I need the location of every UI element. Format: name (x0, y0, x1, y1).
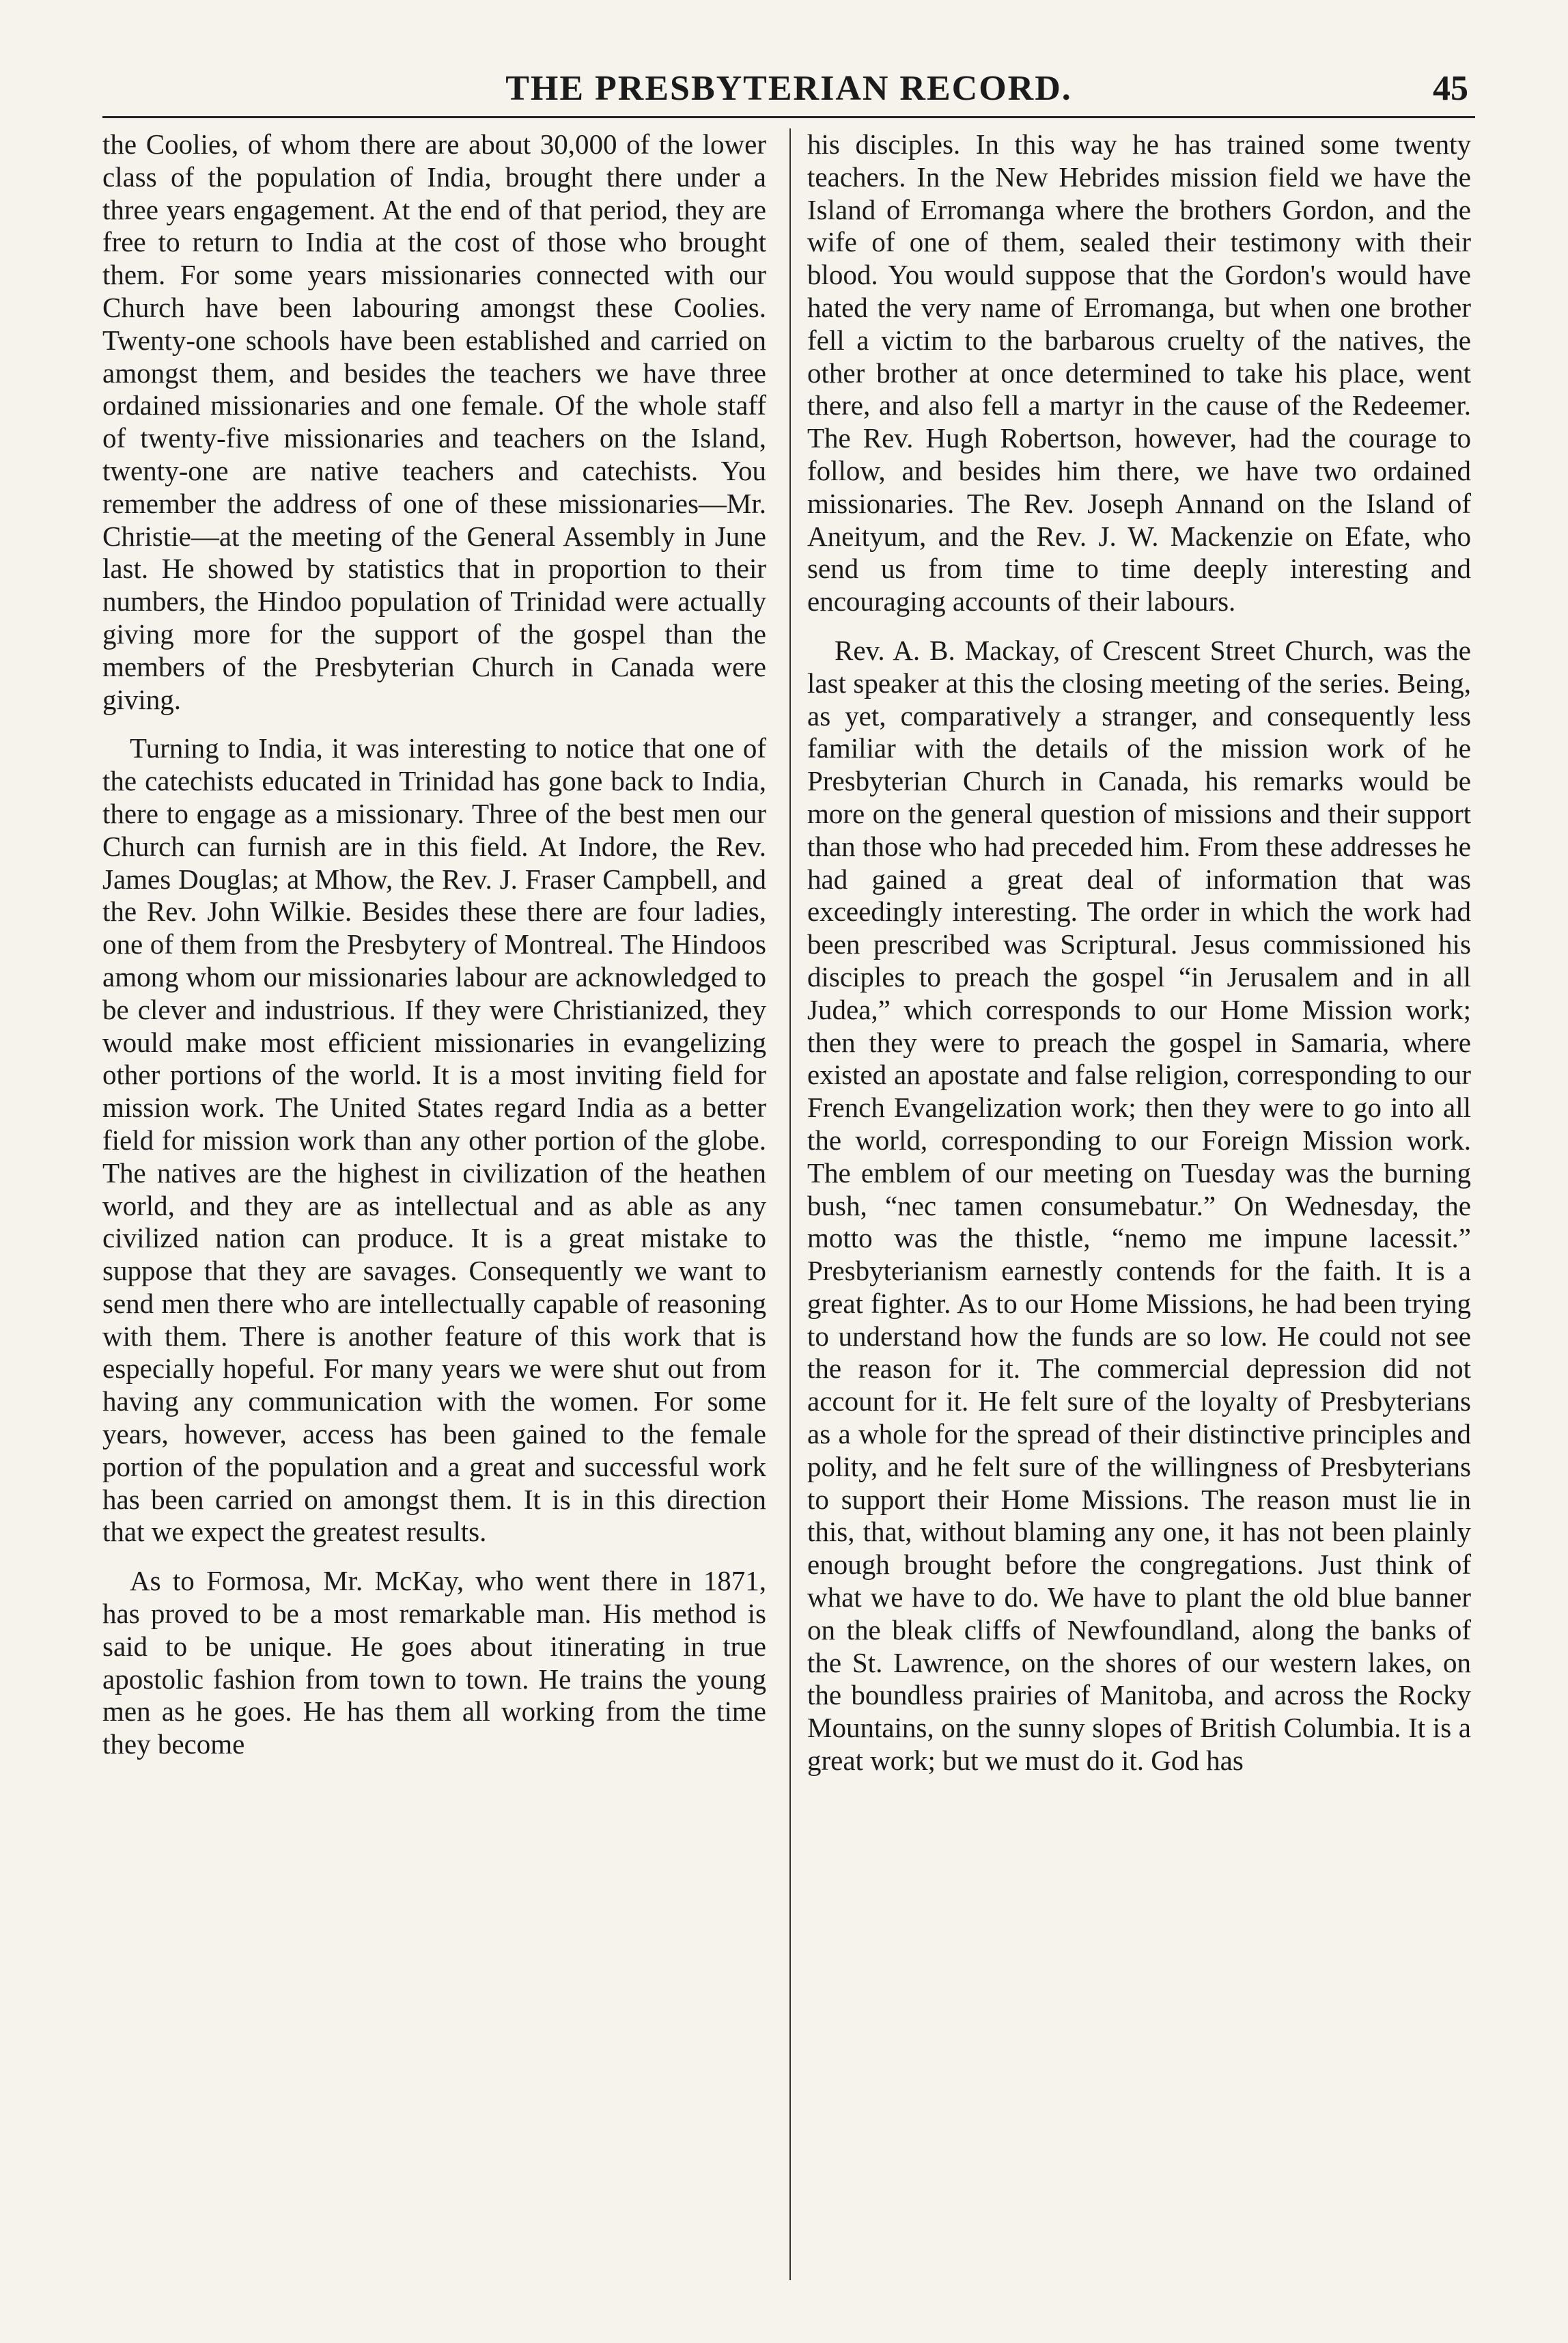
right-column (807, 128, 1471, 1777)
paragraph: the Coolies, of whom there are about 30,000 of the lower class of the population of India, brought there under a three years engagement. At the end of that period, they are free to return to India at the cost of those who brought them. For some years missionaries connected with our Church have been labouring amongst these Coolies. Twenty-one schools have been established and carried on amongst them, and besides the teachers we have three ordained missionaries and one female. Of the whole staff of twenty-five missionaries and teachers on the Island, twenty-one are native teachers and catechists. You remember the address of one of these missionaries—Mr. Christie—at the meeting of the General Assembly in June last. He showed by statistics that in proportion to their numbers, the Hindoo population of Trinidad were actually giving more for the support of the gospel than the members of the Presbyterian Church in Canada were giving. (102, 128, 766, 715)
page-number: 45 (1433, 69, 1468, 108)
page-header (102, 68, 1475, 118)
page (102, 68, 1475, 2282)
paragraph: his disciples. In this way he has trained some twenty teachers. In the New Hebrides mission field we have the Island of Erromanga where the brothers Gordon, and the wife of one of them, sealed their testimony with their blood. You would suppose that the Gordon's would have hated the very name of Erromanga, but when one brother fell a victim to the barbarous cruelty of the natives, the other brother at once determined to take his place, went there, and also fell a martyr in the cause of the Redeemer. The Rev. Hugh Robertson, however, had the courage to follow, and besides him there, we have two ordained missionaries. The Rev. Joseph Annand on the Island of Aneityum, and the Rev. J. W. Mackenzie on Efate, who send us from time to time deeply interesting and encouraging accounts of their labours. (807, 128, 1471, 618)
page-title: THE PRESBYTERIAN RECORD. (505, 69, 1072, 108)
left-column (102, 128, 766, 1761)
column-divider (789, 128, 791, 2280)
paragraph: As to Formosa, Mr. McKay, who went there in 1871, has proved to be a most remarkable man. His method is said to be unique. He goes about itinerating in true apostolic fashion from town to town. He trains the young men as he goes. He has them all working from the time they become (102, 1565, 766, 1760)
paragraph: Rev. A. B. Mackay, of Crescent Street Church, was the last speaker at this the closing meeting of the series. Being, as yet, comparatively a stranger, and consequently less familiar with the details of the mission work of he Presbyterian Church in Canada, his remarks would be more on the general question of missions and their support than those who had preceded him. From these addresses he had gained a great deal of information that was exceedingly interesting. The order in which the work had been prescribed was Scriptural. Jesus commissioned his disciples to preach the gospel “in Jerusalem and in all Judea,” which corresponds to our Home Mission work; then they were to preach the gospel in Samaria, where existed an apostate and false religion, corresponding to our French Evangelization work; then they were to go into all the world, corresponding to our Foreign Mission work. The emblem of our meeting on Tuesday was the burning bush, “nec tamen consumebatur.” On Wednesday, the motto was the thistle, “nemo me impune lacessit.” Presbyterianism earnestly contends for the faith. It is a great fighter. As to our Home Missions, he had been trying to understand how the funds are so low. He could not see the reason for it. The commercial depression did not account for it. He felt sure of the loyalty of Presbyterians as a whole for the spread of their distinctive principles and polity, and he felt sure of the willingness of Presbyterians to support their Home Missions. The reason must lie in this, that, without blaming any one, it has not been plainly enough brought before the congregations. Just think of what we have to do. We have to plant the old blue banner on the bleak cliffs of Newfoundland, along the banks of the St. Lawrence, on the shores of our western lakes, on the boundless prairies of Manitoba, and across the Rocky Mountains, on the sunny slopes of British Columbia. It is a great work; but we must do it. God has (807, 634, 1471, 1777)
paragraph: Turning to India, it was interesting to notice that one of the catechists educated in Trinidad has gone back to India, there to engage as a missionary. Three of the best men our Church can furnish are in this field. At Indore, the Rev. James Douglas; at Mhow, the Rev. J. Fraser Campbell, and the Rev. John Wilkie. Besides these there are four ladies, one of them from the Presbytery of Montreal. The Hindoos among whom our missionaries labour are acknowledged to be clever and industrious. If they were Christianized, they would make most efficient missionaries in evangelizing other portions of the world. It is a most inviting field for mission work. The United States regard India as a better field for mission work than any other portion of the globe. The natives are the highest in civilization of the heathen world, and they are as intellectual and as able as any civilized nation can produce. It is a great mistake to suppose that they are savages. Consequently we want to send men there who are intellectually capable of reasoning with them. There is another feature of this work that is especially hopeful. For many years we were shut out from having any communication with the women. For some years, however, access has been gained to the female portion of the population and a great and successful work has been carried on amongst them. It is in this direction that we expect the greatest results. (102, 732, 766, 1548)
